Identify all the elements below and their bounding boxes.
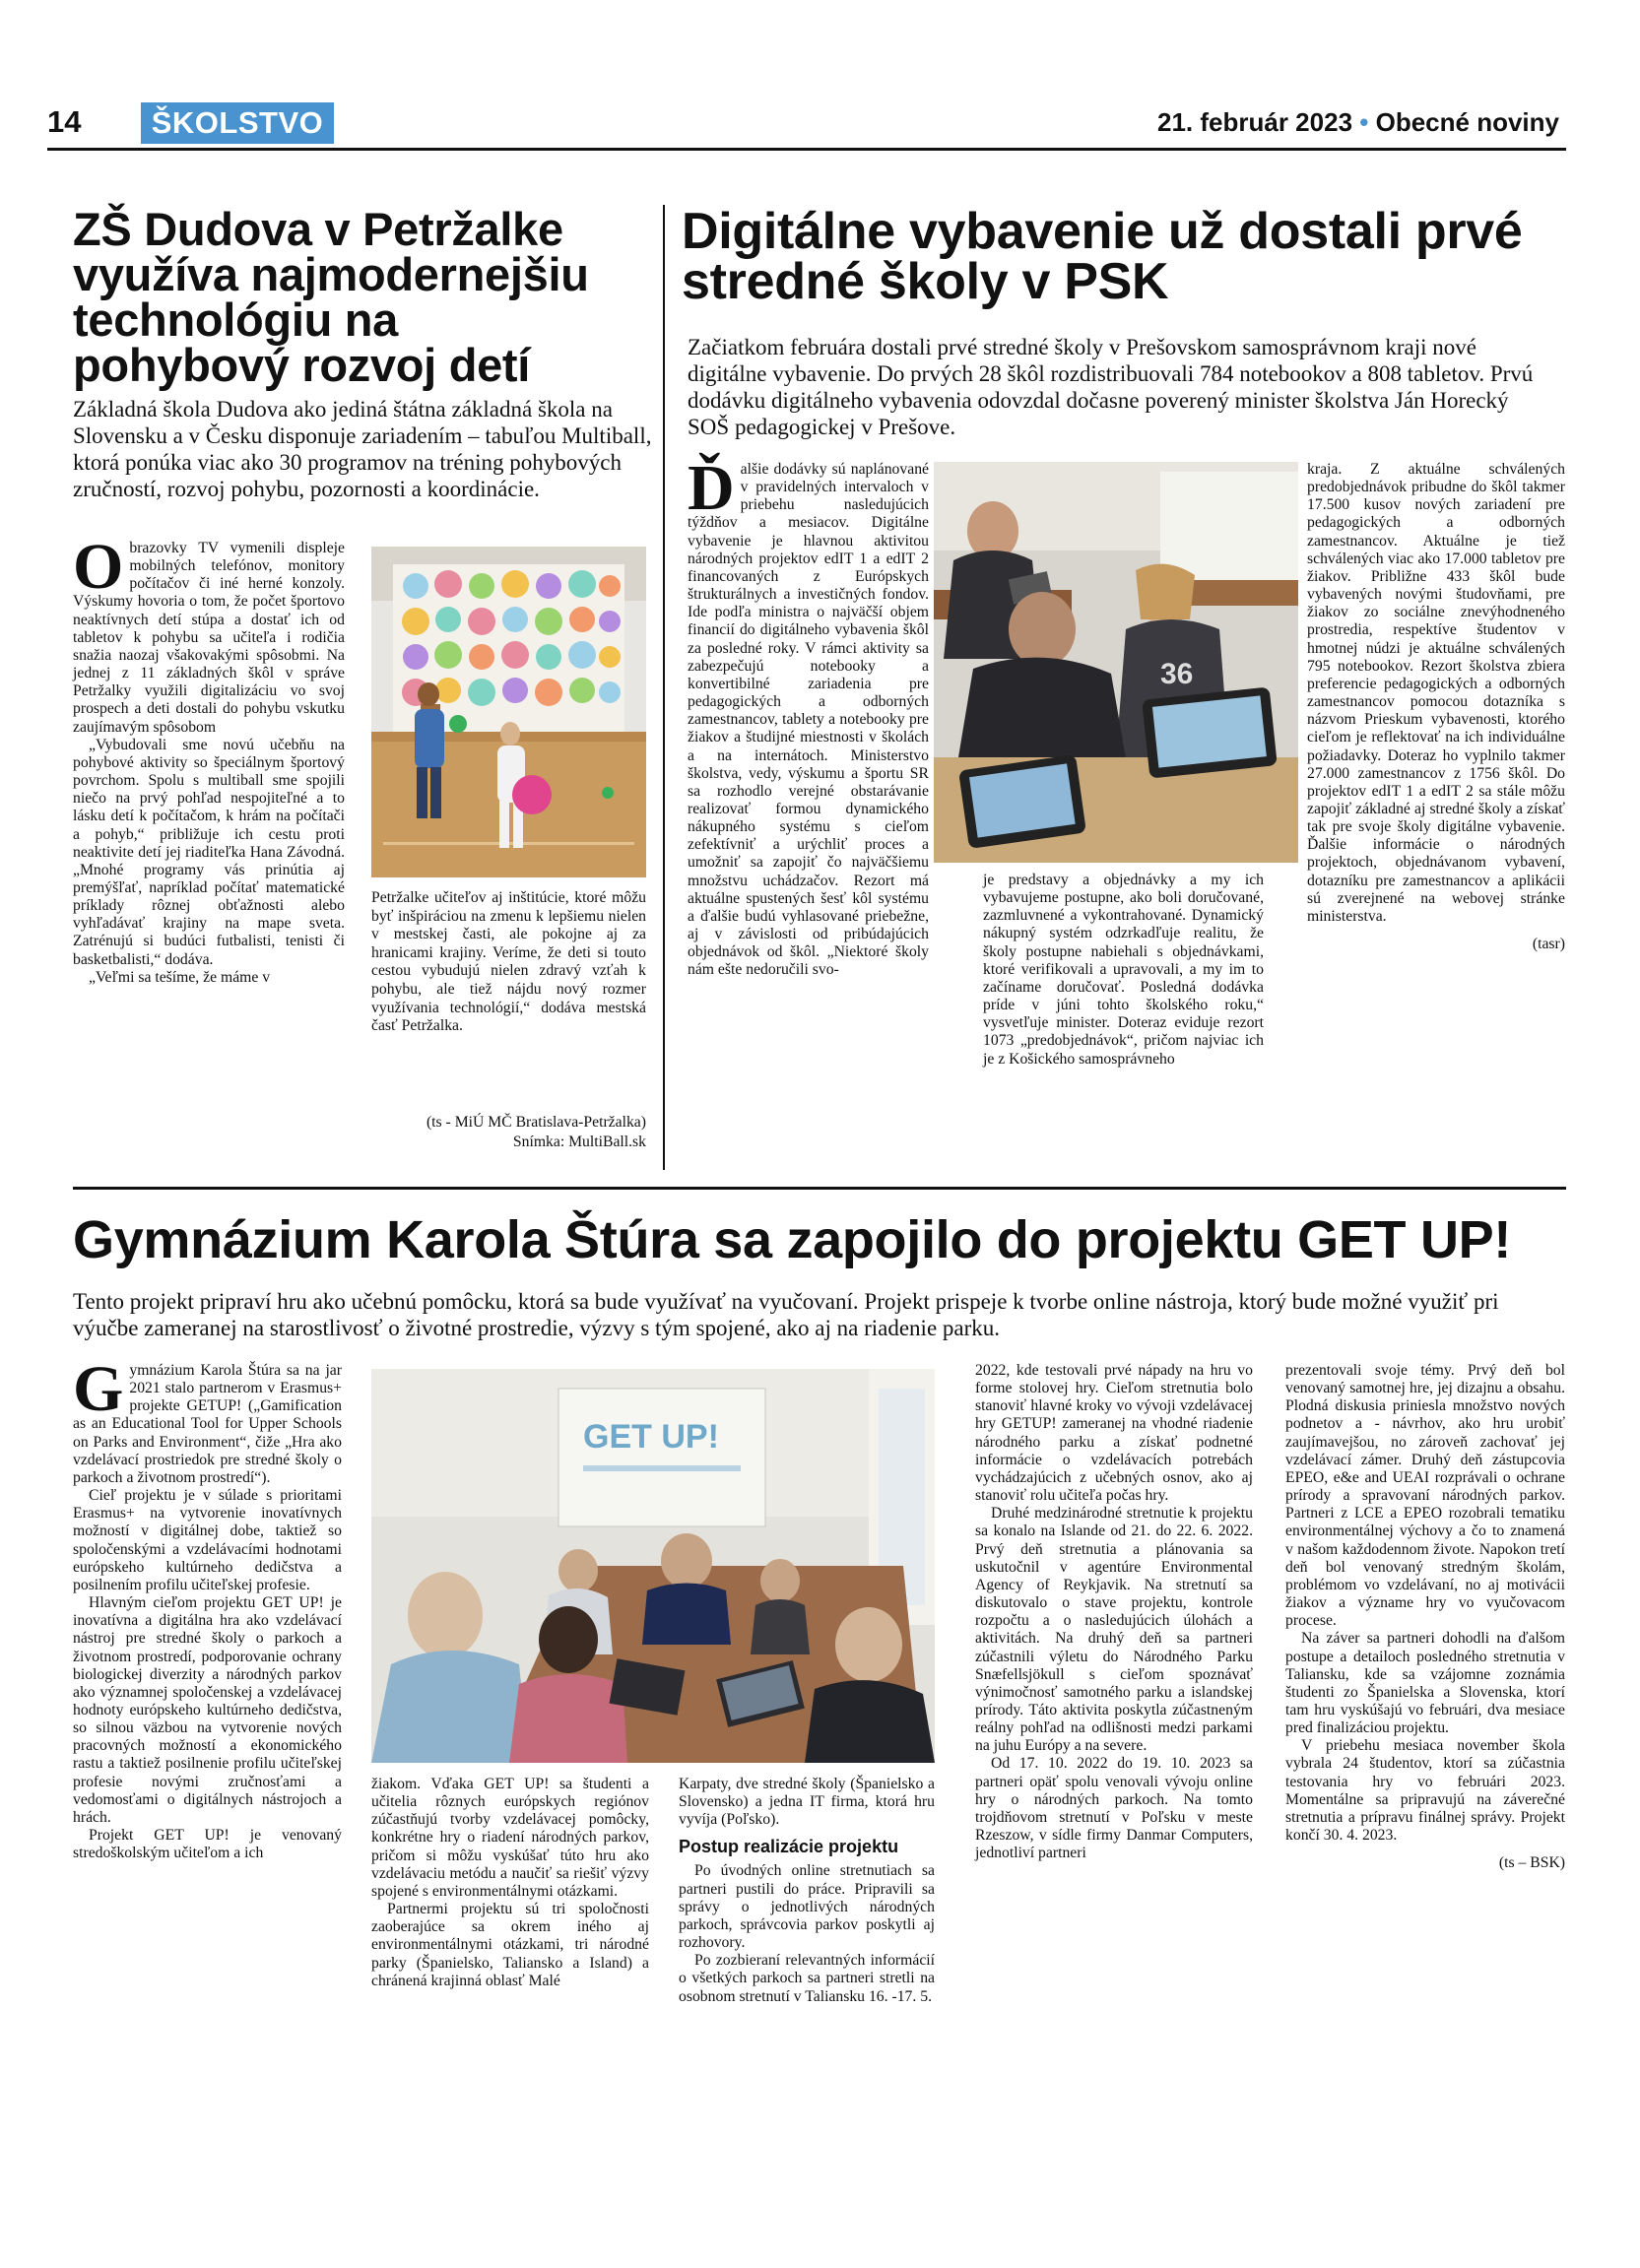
article1-headline: ZŠ Dudova v Petržalke využíva najmodernejšiu technológiu na pohybový rozvoj detí [73,203,589,391]
article1-paragraph: „Veľmi sa tešíme, že máme v [89,968,271,986]
article1-paragraph: brazovky TV vymenili displeje mobilných telefónov, monitory počítačov či iné herné konzoly. Výskumy hovoria o tom, že počet športovo neaktívnych detí stúpa a dostať ich od tabletov k pohybu sa učiteľa i rodičia snažia naozaj všakovakými spôsobmi. Na jednej z 11 základných škôl v správe Petržalky využili digitalizáciu vo svoj prospech a deti dostali do pohybu vskutku zaujímavým spôsobom [73,540,345,736]
article2-col2 [983,872,1264,1069]
article3-paragraph: Projekt GET UP! je venovaný stredoškolským učiteľom a ich [73,1827,342,1862]
article2-lead: Začiatkom februára dostali prvé stredné školy v Prešovskom samosprávnom kraji nové digitálne vybavenie. Do prvých 28 škôl rozdistribuovali 784 notebookov a 808 tabletov. Prvú dodávku digitálneho vybavenia odovzdal dočasne poverený minister školstva Ján Horecký SOŠ pedagogickej v Prešove. [688,335,1534,439]
credit-photo: Snímka: MultiBall.sk [512,1134,646,1150]
article3-paragraph: Cieľ projektu je v súlade s prioritami Erasmus+ na vytvorenie inovatívnych možností v digitálnej dobe, taktiež so spoločenskými a vzdelávacími hodnotami európskeho kultúrneho dedičstva a posilnením profilu učiteľskej profesie. [73,1487,342,1593]
article3-paragraph: Na záver sa partneri dohodli na ďalšom postupe a detailoch posledného stretnutia v Taliansku, kde sa vzájomne zoznámia študenti zo Španielska a Slovenska, ktorí tam hru vyskúšajú vo februári, dva mesiace pred finalizáciou projektu. [1285,1630,1565,1737]
article3-col1 [73,1353,342,1862]
article3-subhead: Postup realizácie projektu [679,1837,899,1857]
article2-signature: (tasr) [1532,936,1565,953]
multiball-photo [371,547,646,877]
article3-paragraph: Po zozbieraní relevantných informácií o všetkých parkoch sa partneri stretli na osobnom stretnutí v Taliansku 16. -17. 5. [679,1952,935,2005]
article3-paragraph: 2022, kde testovali prvé nápady na hru vo forme stolovej hry. Cieľom stretnutia bolo stanoviť hlavné kroky vo vývoji vzdelávacej hry GETUP! zameranej na vhodné riadenie národného parku a získať podnetné informácie o vzdelávacích potrebách vychádzajúcich z učebných osnov, ako aj stanoviť rolu učiteľa počas hry. [975,1362,1253,1505]
article3-dropcap: G [73,1353,124,1425]
article3-col2 [371,1776,649,1990]
article1-paragraph: „Vybudovali sme novú učebňu na pohybové aktivity so špeciálnym športový povrchom. Spolu s multiball sme spojili niečo na prvý pohľad nespojiteľné a to lásku detí k počítačom, k hrám na počítači a pohyb,“ približuje ich cestu proti neaktivite detí jej riaditeľka Hana Závodná. „Mnohé programy vás prinútia aj premýšľať, napríklad počítať matematické príklady rôznej obťažnosti alebo vyhľadávať krajiny na mape sveta. Zatrénujú si budúci futbalisti, tenisti či basketbalisti,“ dodáva. [73,736,345,968]
article3-col3 [679,1776,935,2006]
article2-paragraph: kraja. Z aktuálne schválených predobjednávok pribudne do škôl takmer 17.500 kusov nových zariadení pre pedagogických a odborných zamestnancov. Aktuálne je tiež schválených viac ako 17.000 tabletov pre žiakov. Približne 433 škôl bude vybavených novými študovňami, pre žiakov zo sociálne znevýhodneného prostredia, respektíve študentov v hmotnej núdzi je aktuálne schválených 795 notebookov. Rezort školstva zbiera preferencie pedagogických a odborných zamestnancov pomocou dotazníka s názvom Prieskum vybavenosti, ktorého cieľom je reflektovať na ich individuálne požiadavky. Doteraz ho vyplnilo takmer 27.000 zamestnancov z 1756 škôl. Do projektov edIT 1 a edIT 2 sa stále môžu zapojiť základné aj stredné školy a získať tak pre svoje školy digitálne vybavenie. Ďalšie informácie o národných projektoch, objednávanom vybavení, dotazníku pre zamestnancov a aplikácii sú zverejnené na webovej stránke ministerstva. [1307,461,1565,925]
article3-headline: Gymnázium Karola Štúra sa zapojilo do projektu GET UP! [73,1210,1512,1269]
section-label: ŠKOLSTVO [141,102,334,144]
page-number: 14 [47,104,82,139]
separator-dot: • [1359,107,1369,137]
article1-lead: Základná škola Dudova ako jediná štátna základná škola na Slovensku a v Česku disponuje zariadením – tabuľou Multiball, ktorá ponúka viac ako 30 programov na tréning pohybových zručností, rozvoj pohybu, pozornosti a koordinácie. [73,397,652,501]
article2-paragraph: je predstavy a objednávky a my ich vybavujeme postupne, ako boli doručované, zazmluvnené a vykontrahované. Dynamický nákupný systém odzrkadľuje realitu, že školy postupne nabiehali s objednávkami, ktoré verifikovali a upravovali, a my im to začíname doručovať. Posledná dodávka príde v júni tohto školského roku,“ vysvetľuje minister. Doteraz eviduje rezort 1073 „predobjednávok“, pričom najviac ich je z Košického samosprávneho [983,872,1264,1068]
svg-text:36: 36 [1160,658,1194,690]
publication-name: Obecné noviny [1375,107,1559,137]
article3-paragraph: prezentovali svoje témy. Prvý deň bol venovaný samotnej hre, jej dizajnu a obsahu. Plodná diskusia priniesla množstvo nových podnetov a - návrhov, ako hru urobiť zaujímavejšou, no zároveň zachovať jej vzdelávací zámer. Druhý deň zástupcovia EPEO, e&e and UEAI rozprávali o ochrane prírody a spravovaní národných parkov. Partneri z LCE a EPEO rozobrali tematiku environmentálnej výchovy a čo to znamená v našom každodennom živote. Napokon tretí deň bol venovaný stredným školám, problémom vo vzdelávaní, no aj motivácii žiakov a význame hry vo vyučovacom procese. [1285,1362,1565,1630]
article1-caption: Petržalke učiteľov aj inštitúcie, ktoré môžu byť inšpiráciou na zmenu k lepšiemu nielen v mestskej časti, ale pokojne aj za hranicami krajiny. Veríme, že deti si touto cestou vybudujú nielen zdravý vzťah k pohybu, ale tiež nájdu nový rozmer využívania technológií,“ dodáva mestská časť Petržalka. [371,889,646,1035]
article2-paragraph: alšie dodávky sú naplánované v pravidelných intervaloch v priebehu nasledujúcich týždňov a mesiacov. Digitálne vybavenie je hlavnou aktivitou národných projektov edIT 1 a edIT 2 financovaných z Európskych štrukturálnych a investičných fondov. Ide podľa ministra o najväčší objem financií do digitálneho vybavenia škôl za posledné roky. V rámci aktivity sa zabezpečujú notebooky a konvertibilné zariadenia pre pedagogických a odborných zamestnancov, tablety a notebooky pre žiakov a študijné miestnosti v školách a na internátoch. Ministerstvo školstva, vedy, výskumu a športu SR sa rozhodlo verejné obstarávanie realizovať formou dynamického nákupného systému s cieľom zefektívniť a urýchliť proces a umožniť sa zapojiť čo najväčšiemu množstvu uchádzačov. Rezort má aktuálne spustených šesť kôl systému a ďalšie budú vyhlasované priebežne, aj v závislosti od pribúdajúcich objednávok od škôl. „Niektoré školy nám ešte nedoručili svo- [688,461,929,979]
column-divider [663,205,665,1170]
article2-headline: Digitálne vybavenie už dostali prvé stredné školy v PSK [682,203,1523,310]
article3-paragraph: ymnázium Karola Štúra sa na jar 2021 stalo partnerom v Erasmus+ projekte GETUP! („Gamification as an Educational Tool for Upper Schools on Parks and Environment“, čiže „Hra ako vzdelávací prostriedok pre stredné školy o parkoch a životnom prostredí“). [73,1362,342,1486]
article2-col3 [1307,461,1565,953]
article-separator [73,1187,1566,1190]
article1-dropcap: O [73,531,124,603]
article3-paragraph: Druhé medzinárodné stretnutie k projektu sa konalo na Islande od 21. do 22. 6. 2022. Prvý deň stretnutia a plánovania sa uskutočnil v agentúre Environmental Agency of Reykjavik. Na stretnutí sa diskutovalo o stave projektu, kontrole rozpočtu a o nasledujúcich úlohách a aktivitách. Na druhý deň sa partneri zúčastnili výletu do Národného Parku Snæfellsjökull s cieľom spoznávať výnimočnosť samotného parku a islandskej prírody. Táto aktivita poskytla zúčastneným reálny pohľad na odlišnosti medzi parkami na juhu Európy a na severe. [975,1505,1253,1755]
article2-col1 [688,452,929,980]
article2-dropcap: Ď [688,452,735,524]
article1-credit [371,1113,646,1152]
credit-source: (ts - MiÚ MČ Bratislava-Petržalka) [426,1114,646,1131]
students-tablets-photo [934,462,1298,863]
article3-paragraph: žiakom. Vďaka GET UP! sa študenti a učitelia rôznych európskych regiónov zúčastňujú tvorby vzdelávacej pomôcky, konkrétne hry o riadení národných parkov, pričom si môžu vyskúšať túto hru ako vzdelávaciu metódu a naučiť sa riešiť výzvy spojené s environmentálnymi otázkami. [371,1776,649,1900]
article3-paragraph: Karpaty, dve stredné školy (Španielsko a Slovensko) a jedna IT firma, ktorá hru vyvíja (Poľsko). [679,1776,935,1829]
slide-title: GET UP! [583,1418,719,1456]
article3-paragraph: Hlavným cieľom projektu GET UP! je inovatívna a digitálna hra ako vzdelávací nástroj pre stredné školy o parkoch a životnom prostredí, podporovanie ochrany biologickej diverzity a národných parkov ako významnej spoločenskej a vzdelávacej hodnoty európskeho kultúrneho dedičstva, so silnou väzbou na vytvorenie nových pracovných možností a ekonomického rastu a taktiež posilnenie profilu učiteľskej profesie novými zručnosťami a vedomosťami o digitálnych nástrojoch a hrách. [73,1594,342,1826]
article3-paragraph: Partnermi projektu sú tri spoločnosti zaoberajúce sa okrem iného aj environmentálnymi otázkami, tri národné parky (Španielsko, Taliansko a Island) a chránená krajinná oblasť Malé [371,1901,649,1989]
header-rule [47,148,1566,151]
article1-body [73,531,345,987]
article3-paragraph: Od 17. 10. 2022 do 19. 10. 2023 sa partneri opäť spolu venovali vývoju online hry o národných parkoch. Na tomto trojdňovom stretnutí v Poľsku v meste Rzeszow, v sídle firmy Danmar Computers, jednotliví partneri [975,1755,1253,1862]
article3-col4 [975,1362,1253,1862]
article3-paragraph: Po úvodných online stretnutiach sa partneri pustili do práce. Pripravili sa správy o jednotlivých národných parkoch, správcovia parkov poskytli aj rozhovory. [679,1862,935,1952]
meeting-photo [371,1369,935,1763]
article3-col5 [1285,1362,1565,1872]
article3-paragraph: V priebehu mesiaca november škola vybrala 24 študentov, ktorí sa zúčastnia testovania hry vo februári 2023. Momentálne sa pripravujú na záverečné stretnutia a prípravu finálnej správy. Projekt končí 30. 4. 2023. [1285,1737,1565,1845]
article3-lead: Tento projekt pripraví hru ako učebnú pomôcku, ktorá sa bude využívať na vyučovaní. Projekt prispeje k tvorbe online nástroja, ktorý bude možné využiť pri výučbe zameranej na starostlivosť o životné prostredie, výzvy s tým spojené, ako aj na riadenie parku. [73,1289,1499,1340]
issue-date: 21. február 2023 [1157,107,1353,137]
issue-info [1157,107,1559,138]
article3-signature: (ts – BSK) [1498,1854,1565,1872]
